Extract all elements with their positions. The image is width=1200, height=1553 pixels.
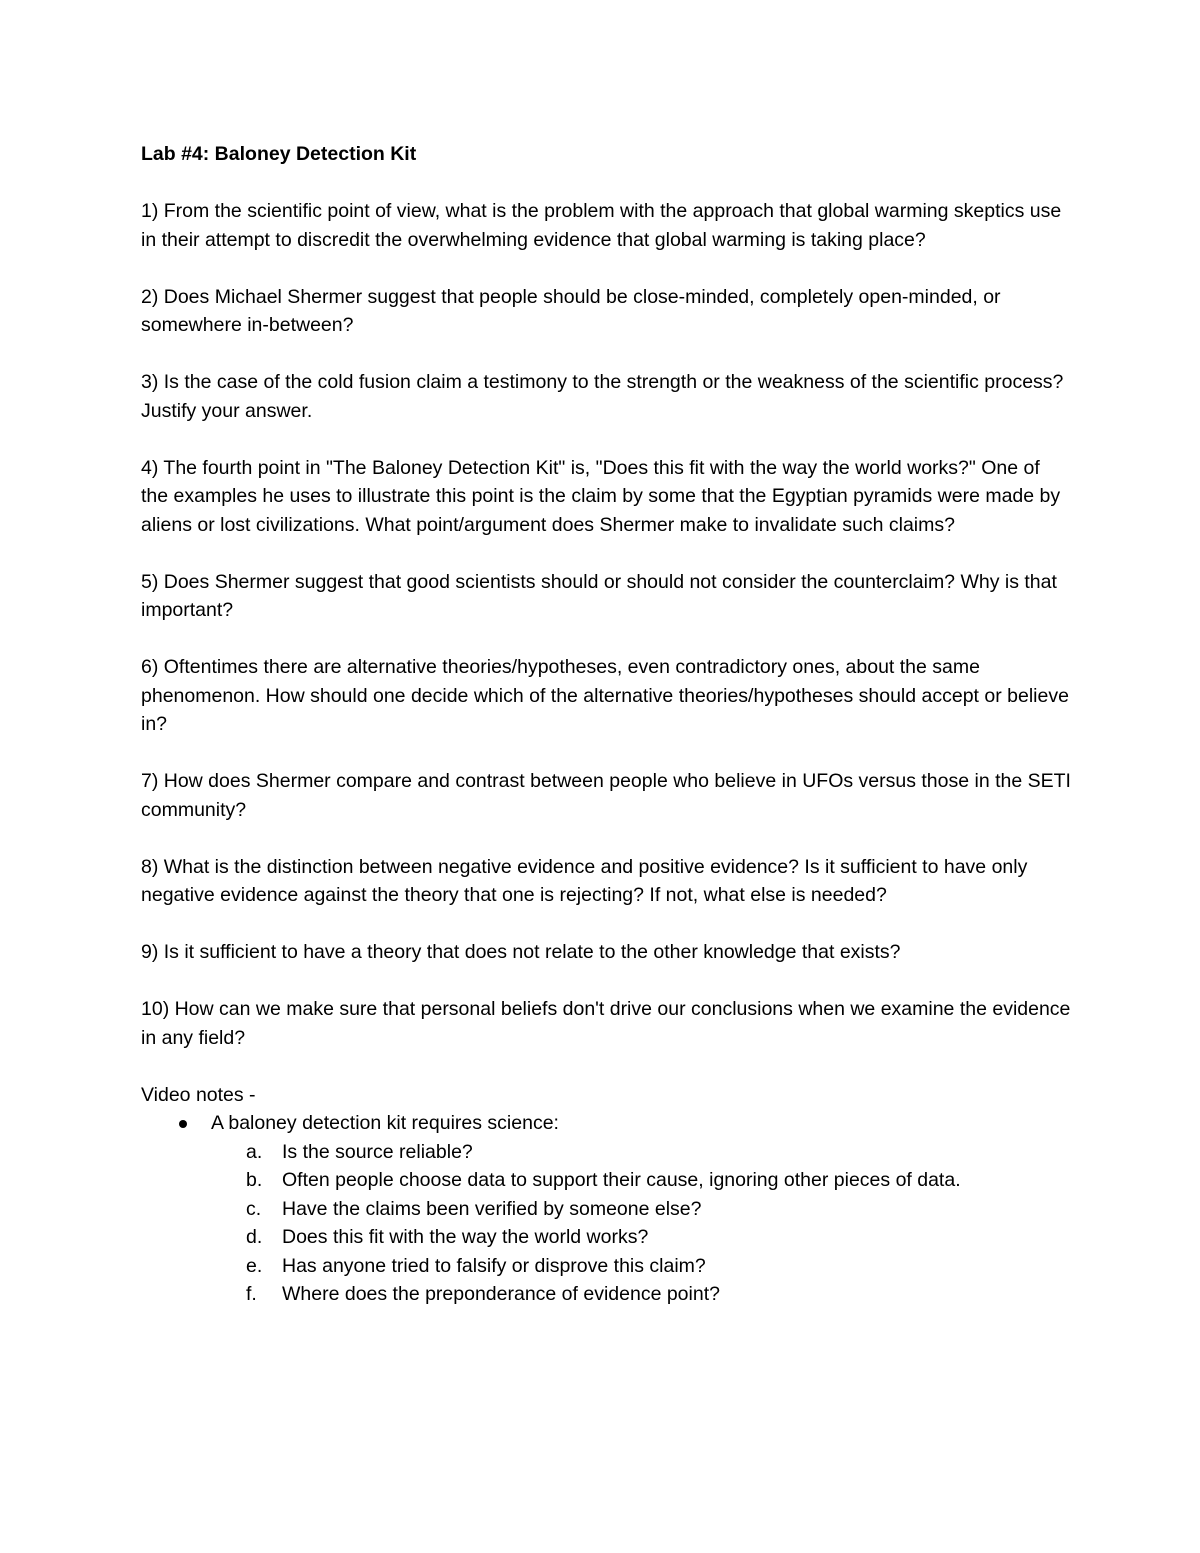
question-1: 1) From the scientific point of view, what is the problem with the approach that global warming skeptics use in their attempt to discredit the overwhelming evidence that global warming is taking place? xyxy=(141,200,1062,251)
sub-marker: f. xyxy=(246,1283,257,1305)
bullet-dot-icon xyxy=(179,1120,187,1128)
sub-item-text: Where does the preponderance of evidence point? xyxy=(282,1283,720,1305)
sub-item-c xyxy=(211,1195,1071,1224)
sub-item-text: Has anyone tried to falsify or disprove this claim? xyxy=(282,1254,706,1277)
sub-item-b xyxy=(211,1166,1071,1195)
question-7: 7) How does Shermer compare and contrast between people who believe in UFOs versus those in the SETI community? xyxy=(141,770,1071,821)
document-page xyxy=(141,140,1071,1309)
video-notes-list xyxy=(141,1109,1071,1309)
question-5: 5) Does Shermer suggest that good scientists should or should not consider the counterclaim? Why is that important? xyxy=(141,570,1057,621)
sub-marker: d. xyxy=(246,1226,263,1248)
sub-item-text: Does this fit with the way the world works? xyxy=(282,1226,649,1248)
sub-item-a xyxy=(211,1138,1071,1167)
sub-marker: e. xyxy=(246,1254,263,1277)
sub-item-f xyxy=(211,1280,1071,1309)
sub-marker: b. xyxy=(246,1169,263,1191)
bullet-item xyxy=(141,1109,1071,1309)
sub-marker: c. xyxy=(246,1197,262,1220)
sub-item-text: Have the claims been verified by someone else? xyxy=(282,1197,702,1220)
question-8: 8) What is the distinction between negative evidence and positive evidence? Is it sufficient to have only negative evidence against the theory that one is rejecting? If not, what else is needed? xyxy=(141,855,1028,906)
sub-marker: a. xyxy=(246,1140,263,1163)
question-4: 4) The fourth point in "The Baloney Detection Kit" is, "Does this fit with the way the world works?" One of the examples he uses to illustrate this point is the claim by some that the Egyptian pyramids were made by aliens or lost civilizations. What point/argument does Shermer make to invalidate such claims? xyxy=(141,456,1061,536)
question-2: 2) Does Michael Shermer suggest that people should be close-minded, completely open-minded, or somewhere in-between? xyxy=(141,285,1001,336)
question-9: 9) Is it sufficient to have a theory that does not relate to the other knowledge that exists? xyxy=(141,941,901,963)
sub-item-e xyxy=(211,1252,1071,1281)
question-3: 3) Is the case of the cold fusion claim a testimony to the strength or the weakness of the scientific process? Justify your answer. xyxy=(141,371,1064,422)
sub-item-d xyxy=(211,1223,1071,1252)
question-6: 6) Oftentimes there are alternative theories/hypotheses, even contradictory ones, about the same phenomenon. How should one decide which of the alternative theories/hypotheses should accept or believe in? xyxy=(141,656,1069,735)
sub-item-text: Is the source reliable? xyxy=(282,1140,473,1163)
bullet-text: A baloney detection kit requires science: xyxy=(211,1112,559,1134)
question-10: 10) How can we make sure that personal beliefs don't drive our conclusions when we examine the evidence in any field? xyxy=(141,998,1071,1049)
sub-item-text: Often people choose data to support their cause, ignoring other pieces of data. xyxy=(282,1169,961,1191)
document-title: Lab #4: Baloney Detection Kit xyxy=(141,143,417,165)
sub-list xyxy=(211,1138,1071,1309)
video-notes-heading: Video notes - xyxy=(141,1083,256,1106)
